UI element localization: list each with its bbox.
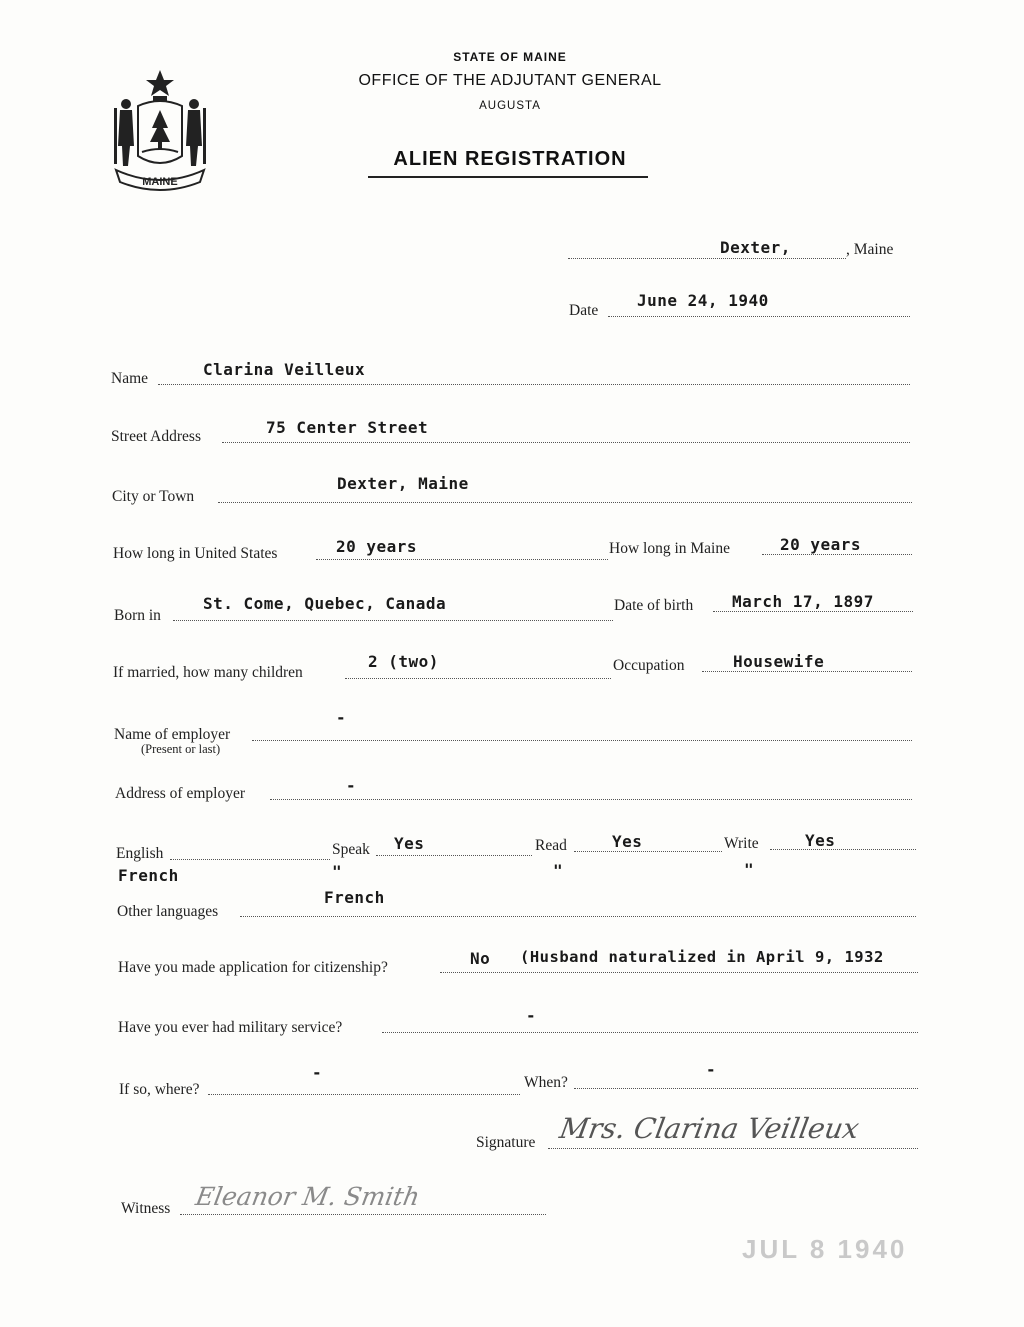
header-city: AUGUSTA: [479, 100, 541, 112]
street-value: 75 Center Street: [266, 418, 429, 437]
date-value: June 24, 1940: [637, 291, 769, 310]
signature-label: Signature: [476, 1134, 536, 1151]
where-label: If so, where?: [119, 1081, 200, 1098]
citizenship-note: (Husband naturalized in April 9, 1932: [520, 948, 884, 966]
dob-value: March 17, 1897: [732, 592, 874, 611]
street-label: Street Address: [111, 428, 201, 445]
name-label: Name: [111, 370, 149, 387]
french-speak-value: ": [332, 862, 343, 881]
born-in-label: Born in: [114, 607, 161, 624]
city-label: City or Town: [112, 488, 195, 505]
english-speak-value: Yes: [394, 834, 425, 853]
children-label: If married, how many children: [113, 664, 303, 681]
where-value: -: [312, 1063, 323, 1082]
english-write-value: Yes: [805, 831, 836, 850]
date-label: Date: [569, 302, 599, 319]
other-languages-value: French: [324, 888, 385, 907]
maine-duration-value: 20 years: [780, 535, 862, 554]
born-in-value: St. Come, Quebec, Canada: [203, 594, 447, 613]
when-value: -: [706, 1060, 717, 1079]
maine-duration-label: How long in Maine: [609, 540, 730, 557]
employer-name-sublabel: (Present or last): [141, 742, 221, 756]
maine-seal-icon: [108, 66, 212, 196]
place-suffix: , Maine: [846, 241, 894, 258]
children-value: 2 (two): [368, 652, 439, 671]
header-state: STATE OF MAINE: [453, 50, 567, 64]
english-read-value: Yes: [612, 832, 643, 851]
place-value: Dexter,: [720, 238, 791, 257]
city-value: Dexter, Maine: [337, 474, 469, 493]
citizenship-value: No: [470, 949, 491, 968]
employer-address-label: Address of employer: [115, 785, 245, 802]
employer-name-label: Name of employer: [114, 726, 231, 743]
speak-label: Speak: [332, 841, 370, 858]
french-read-value: ": [553, 861, 564, 880]
received-stamp: JUL 8 1940: [742, 1234, 908, 1264]
name-value: Clarina Veilleux: [203, 360, 366, 379]
occupation-value: Housewife: [733, 652, 825, 671]
read-label: Read: [535, 837, 567, 854]
witness-label: Witness: [121, 1200, 171, 1217]
header-office: OFFICE OF THE ADJUTANT GENERAL: [358, 72, 662, 89]
other-languages-label: Other languages: [117, 903, 219, 920]
signature-value: Mrs. Clarina Veilleux: [557, 1112, 862, 1145]
military-label: Have you ever had military service?: [118, 1019, 343, 1036]
french-label: French: [118, 866, 179, 885]
french-write-value: ": [744, 860, 755, 879]
occupation-label: Occupation: [613, 657, 685, 674]
title-underline: [368, 176, 648, 178]
employer-address-value: -: [346, 776, 357, 795]
write-label: Write: [724, 835, 759, 852]
us-duration-label: How long in United States: [113, 545, 278, 562]
military-value: -: [526, 1006, 537, 1025]
english-label: English: [116, 845, 164, 862]
seal-banner-text: MAINE: [142, 176, 178, 188]
form-title: ALIEN REGISTRATION: [393, 148, 627, 170]
dob-label: Date of birth: [614, 597, 694, 614]
witness-value: Eleanor M. Smith: [193, 1182, 423, 1211]
citizenship-label: Have you made application for citizenship?: [118, 959, 388, 976]
employer-name-value: -: [336, 708, 347, 727]
us-duration-value: 20 years: [336, 537, 418, 556]
when-label: When?: [524, 1074, 568, 1091]
